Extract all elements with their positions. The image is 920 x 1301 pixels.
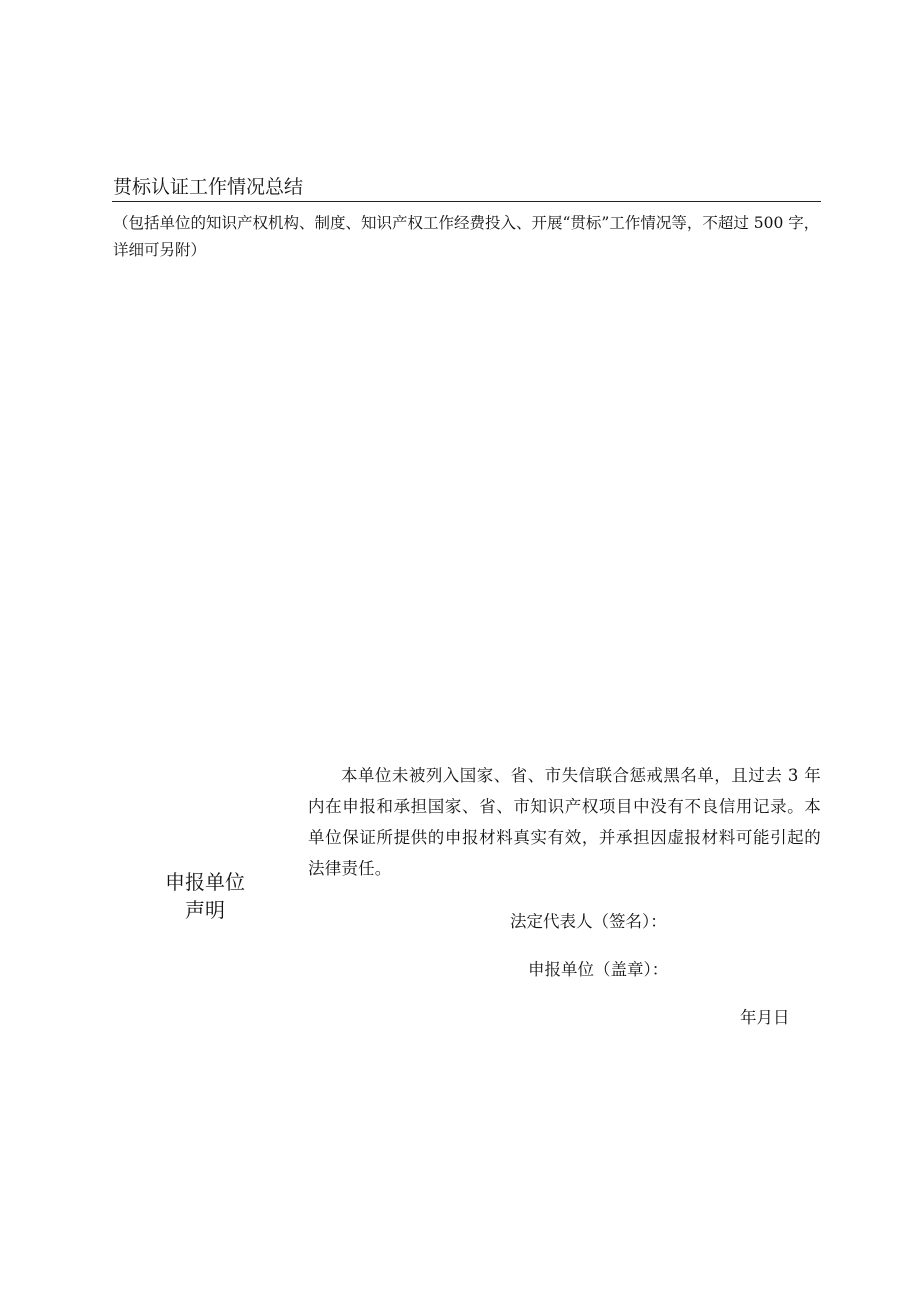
title-divider (112, 201, 821, 202)
summary-title: 贯标认证工作情况总结 (113, 176, 304, 198)
declaration-label-line1: 申报单位 (165, 870, 245, 894)
legal-representative-signature: 法定代表人（签名）： (510, 912, 667, 931)
declaration-label (150, 868, 260, 924)
summary-instruction: （包括单位的知识产权机构、制度、知识产权工作经费投入、开展“贯标”工作情况等，不超过 500 字，详细可另附） (113, 214, 820, 259)
declaration-body: 本单位未被列入国家、省、市失信联合惩戒黑名单，且过去 3 年内在申报和承担国家、省、市知识产权项目中没有不良信用记录。本单位保证所提供的申报材料真实有效，并承担因虚报材料可能引起的法律责任。 (308, 766, 821, 878)
declaration-date: 年月日 (740, 1008, 790, 1027)
declaration-label-line2: 声明 (185, 898, 225, 922)
applicant-unit-seal: 申报单位（盖章）： (528, 960, 669, 979)
